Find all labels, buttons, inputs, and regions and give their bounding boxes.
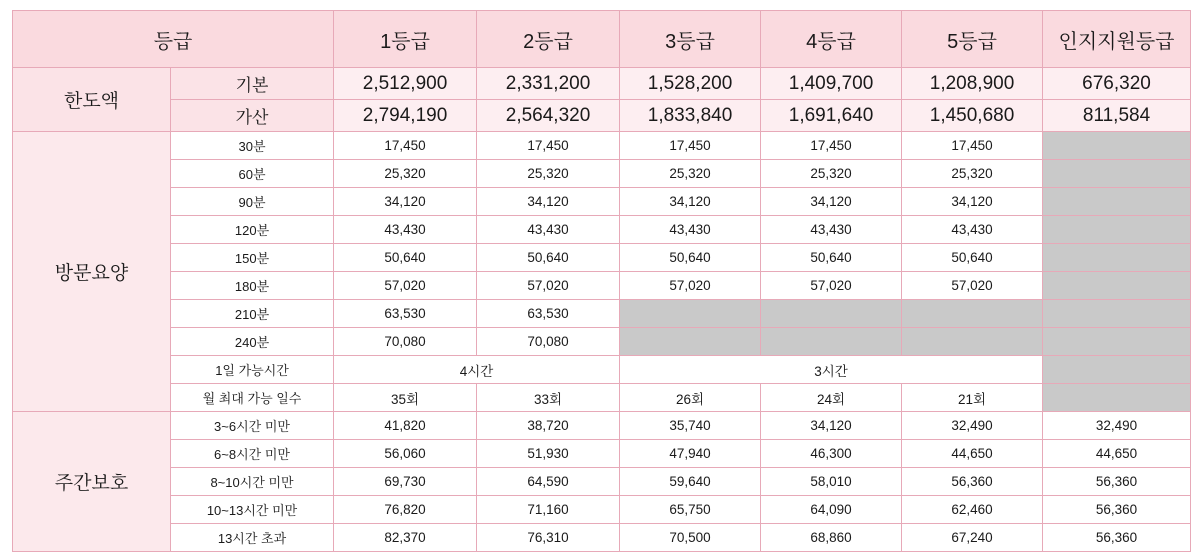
home-care-180min-g2: 57,020 <box>477 272 620 300</box>
monthly-days-cog <box>1043 384 1191 412</box>
day-care-row3-g3: 59,640 <box>620 468 761 496</box>
section-label-limit: 한도액 <box>13 68 171 132</box>
limit-basic-g2: 2,331,200 <box>477 68 620 100</box>
home-care-120min-g3: 43,430 <box>620 216 761 244</box>
monthly-days-label: 월 최대 가능 일수 <box>171 384 334 412</box>
day-care-duration-label: 13시간 초과 <box>171 524 334 552</box>
home-care-90min-g5: 34,120 <box>902 188 1043 216</box>
header-grade-3: 3등급 <box>620 11 761 68</box>
home-care-180min-cog <box>1043 272 1191 300</box>
table-row <box>13 468 1191 496</box>
day-care-row1-g1: 41,820 <box>334 412 477 440</box>
day-care-row2-g2: 51,930 <box>477 440 620 468</box>
home-care-60min-g3: 25,320 <box>620 160 761 188</box>
limit-extra-g3: 1,833,840 <box>620 100 761 132</box>
home-care-duration-label: 180분 <box>171 272 334 300</box>
home-care-210min-g3 <box>620 300 761 328</box>
home-care-duration-label: 90분 <box>171 188 334 216</box>
daily-hours-label: 1일 가능시간 <box>171 356 334 384</box>
home-care-120min-cog <box>1043 216 1191 244</box>
header-grade-label: 등급 <box>13 11 334 68</box>
day-care-row2-cog: 44,650 <box>1043 440 1191 468</box>
home-care-30min-cog <box>1043 132 1191 160</box>
day-care-row2-g1: 56,060 <box>334 440 477 468</box>
header-grade-2: 2등급 <box>477 11 620 68</box>
table-row <box>13 272 1191 300</box>
home-care-90min-g1: 34,120 <box>334 188 477 216</box>
day-care-row1-g4: 34,120 <box>761 412 902 440</box>
home-care-duration-label: 150분 <box>171 244 334 272</box>
day-care-row4-g2: 71,160 <box>477 496 620 524</box>
day-care-row4-cog: 56,360 <box>1043 496 1191 524</box>
section-label-home-care: 방문요양 <box>13 132 171 412</box>
home-care-90min-g3: 34,120 <box>620 188 761 216</box>
day-care-row1-g3: 35,740 <box>620 412 761 440</box>
monthly-days-g1: 35회 <box>334 384 477 412</box>
home-care-150min-g4: 50,640 <box>761 244 902 272</box>
home-care-210min-g5 <box>902 300 1043 328</box>
home-care-90min-g4: 34,120 <box>761 188 902 216</box>
home-care-duration-label: 60분 <box>171 160 334 188</box>
limit-extra-g4: 1,691,640 <box>761 100 902 132</box>
home-care-180min-g3: 57,020 <box>620 272 761 300</box>
day-care-row5-g4: 68,860 <box>761 524 902 552</box>
day-care-row2-g4: 46,300 <box>761 440 902 468</box>
header-grade-1: 1등급 <box>334 11 477 68</box>
table-row <box>13 384 1191 412</box>
home-care-150min-g2: 50,640 <box>477 244 620 272</box>
home-care-90min-cog <box>1043 188 1191 216</box>
limit-basic-cog: 676,320 <box>1043 68 1191 100</box>
home-care-60min-g4: 25,320 <box>761 160 902 188</box>
day-care-row1-g5: 32,490 <box>902 412 1043 440</box>
day-care-row5-g5: 67,240 <box>902 524 1043 552</box>
day-care-row2-g5: 44,650 <box>902 440 1043 468</box>
home-care-duration-label: 120분 <box>171 216 334 244</box>
home-care-150min-g3: 50,640 <box>620 244 761 272</box>
home-care-180min-g5: 57,020 <box>902 272 1043 300</box>
monthly-days-g3: 26회 <box>620 384 761 412</box>
table-row <box>13 100 1191 132</box>
table-row <box>13 412 1191 440</box>
table-row <box>13 68 1191 100</box>
daily-hours-cog <box>1043 356 1191 384</box>
table-row <box>13 328 1191 356</box>
table-row <box>13 496 1191 524</box>
day-care-row1-g2: 38,720 <box>477 412 620 440</box>
table-row <box>13 188 1191 216</box>
home-care-210min-g1: 63,530 <box>334 300 477 328</box>
home-care-120min-g5: 43,430 <box>902 216 1043 244</box>
table-row <box>13 356 1191 384</box>
limit-basic-g1: 2,512,900 <box>334 68 477 100</box>
day-care-row4-g5: 62,460 <box>902 496 1043 524</box>
header-cognitive-support-grade: 인지지원등급 <box>1043 11 1191 68</box>
home-care-30min-g5: 17,450 <box>902 132 1043 160</box>
limit-basic-g4: 1,409,700 <box>761 68 902 100</box>
day-care-duration-label: 8~10시간 미만 <box>171 468 334 496</box>
home-care-120min-g1: 43,430 <box>334 216 477 244</box>
home-care-210min-g4 <box>761 300 902 328</box>
home-care-150min-g5: 50,640 <box>902 244 1043 272</box>
home-care-240min-g3 <box>620 328 761 356</box>
home-care-30min-g4: 17,450 <box>761 132 902 160</box>
header-grade-4: 4등급 <box>761 11 902 68</box>
day-care-row3-g1: 69,730 <box>334 468 477 496</box>
home-care-30min-g1: 17,450 <box>334 132 477 160</box>
daily-hours-group-a: 4시간 <box>334 356 620 384</box>
home-care-180min-g1: 57,020 <box>334 272 477 300</box>
home-care-30min-g2: 17,450 <box>477 132 620 160</box>
day-care-duration-label: 10~13시간 미만 <box>171 496 334 524</box>
home-care-duration-label: 210분 <box>171 300 334 328</box>
home-care-90min-g2: 34,120 <box>477 188 620 216</box>
home-care-duration-label: 30분 <box>171 132 334 160</box>
home-care-60min-g5: 25,320 <box>902 160 1043 188</box>
monthly-days-g4: 24회 <box>761 384 902 412</box>
limit-basic-label: 기본 <box>171 68 334 100</box>
section-label-day-care: 주간보호 <box>13 412 171 552</box>
table-row <box>13 440 1191 468</box>
home-care-210min-g2: 63,530 <box>477 300 620 328</box>
day-care-row3-g2: 64,590 <box>477 468 620 496</box>
daily-hours-group-b: 3시간 <box>620 356 1043 384</box>
table-row <box>13 160 1191 188</box>
home-care-120min-g2: 43,430 <box>477 216 620 244</box>
day-care-row3-g4: 58,010 <box>761 468 902 496</box>
day-care-row2-g3: 47,940 <box>620 440 761 468</box>
home-care-210min-cog <box>1043 300 1191 328</box>
table-row <box>13 244 1191 272</box>
table-row <box>13 216 1191 244</box>
limit-extra-label: 가산 <box>171 100 334 132</box>
monthly-days-g2: 33회 <box>477 384 620 412</box>
day-care-row5-g1: 82,370 <box>334 524 477 552</box>
day-care-row4-g3: 65,750 <box>620 496 761 524</box>
limit-basic-g3: 1,528,200 <box>620 68 761 100</box>
grade-rate-table <box>12 10 1191 552</box>
home-care-240min-g2: 70,080 <box>477 328 620 356</box>
day-care-row3-cog: 56,360 <box>1043 468 1191 496</box>
home-care-60min-g2: 25,320 <box>477 160 620 188</box>
home-care-240min-g4 <box>761 328 902 356</box>
day-care-row3-g5: 56,360 <box>902 468 1043 496</box>
day-care-row4-g4: 64,090 <box>761 496 902 524</box>
limit-extra-g1: 2,794,190 <box>334 100 477 132</box>
home-care-60min-cog <box>1043 160 1191 188</box>
day-care-row4-g1: 76,820 <box>334 496 477 524</box>
home-care-180min-g4: 57,020 <box>761 272 902 300</box>
table-row <box>13 300 1191 328</box>
table-header-row <box>13 11 1191 68</box>
day-care-duration-label: 3~6시간 미만 <box>171 412 334 440</box>
day-care-duration-label: 6~8시간 미만 <box>171 440 334 468</box>
limit-extra-g2: 2,564,320 <box>477 100 620 132</box>
day-care-row5-g2: 76,310 <box>477 524 620 552</box>
header-grade-5: 5등급 <box>902 11 1043 68</box>
table-row <box>13 132 1191 160</box>
limit-extra-g5: 1,450,680 <box>902 100 1043 132</box>
day-care-row5-g3: 70,500 <box>620 524 761 552</box>
home-care-240min-cog <box>1043 328 1191 356</box>
limit-basic-g5: 1,208,900 <box>902 68 1043 100</box>
home-care-duration-label: 240분 <box>171 328 334 356</box>
limit-extra-cog: 811,584 <box>1043 100 1191 132</box>
table-row <box>13 524 1191 552</box>
home-care-150min-cog <box>1043 244 1191 272</box>
monthly-days-g5: 21회 <box>902 384 1043 412</box>
home-care-240min-g1: 70,080 <box>334 328 477 356</box>
day-care-row1-cog: 32,490 <box>1043 412 1191 440</box>
home-care-60min-g1: 25,320 <box>334 160 477 188</box>
home-care-30min-g3: 17,450 <box>620 132 761 160</box>
home-care-240min-g5 <box>902 328 1043 356</box>
home-care-150min-g1: 50,640 <box>334 244 477 272</box>
day-care-row5-cog: 56,360 <box>1043 524 1191 552</box>
home-care-120min-g4: 43,430 <box>761 216 902 244</box>
